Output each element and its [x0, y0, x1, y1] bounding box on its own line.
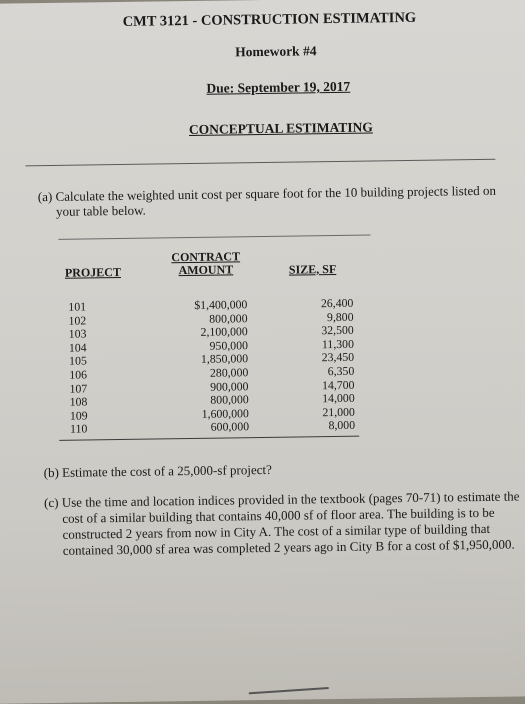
- question-b: (b) Estimate the cost of a 25,000-sf project?: [43, 461, 272, 481]
- amount-cell: 280,000: [209, 365, 249, 380]
- size-cell: 14,700: [321, 377, 355, 392]
- header-size: SIZE, SF: [288, 261, 337, 277]
- size-cell: 32,500: [321, 322, 354, 338]
- amount-column: [163, 298, 249, 435]
- header-contract-line2: AMOUNT: [178, 262, 234, 278]
- amount-cell: 800,000: [209, 310, 248, 326]
- size-cell: 26,400: [320, 295, 354, 311]
- size-cell: 9,800: [326, 309, 354, 324]
- amount-cell: 600,000: [210, 419, 250, 435]
- question-a: (a) Calculate the weighted unit cost per square foot for the 10 building projects listed on your table below.: [37, 182, 497, 219]
- project-cell: 109: [69, 408, 88, 423]
- header-project: PROJECT: [64, 264, 122, 280]
- header-contract-line1: CONTRACT: [171, 249, 241, 265]
- amount-cell: 2,100,000: [200, 324, 248, 340]
- project-cell: 102: [68, 313, 87, 328]
- amount-cell: 950,000: [209, 338, 249, 353]
- project-cell: 105: [69, 353, 87, 369]
- due-date: Due: September 19, 2017: [206, 78, 351, 96]
- size-cell: 6,350: [327, 363, 355, 379]
- section-heading: CONCEPTUAL ESTIMATING: [188, 119, 373, 138]
- project-cell: 104: [68, 340, 87, 355]
- pen-mark: [249, 687, 329, 694]
- divider-line: [25, 159, 495, 167]
- size-cell: 23,450: [321, 350, 355, 365]
- homework-number: Homework #4: [235, 43, 317, 60]
- project-cell: 103: [68, 326, 87, 341]
- amount-cell: 900,000: [210, 378, 249, 394]
- project-column: [68, 300, 88, 436]
- size-cell: 21,000: [322, 404, 355, 419]
- size-cell: 11,300: [321, 336, 355, 351]
- table-bottom-line: [59, 436, 359, 441]
- project-cell: 101: [68, 299, 87, 314]
- amount-cell: 1,850,000: [200, 351, 249, 367]
- project-cell: 110: [69, 421, 88, 437]
- question-c: (c) Use the time and location indices provided in the textbook (pages 70-71) to estimate the cost of a similar building that contains 40,000 sf of floor area. The building is to be constructed 2 years from now in City A. The cost of a similar type of building that contained 30,000 sf area was completed 2 years ago in City B for a cost of $1,950,000.: [44, 488, 520, 558]
- project-cell: 107: [69, 381, 88, 396]
- amount-cell: 1,600,000: [201, 405, 249, 421]
- header-contract-amount: [163, 250, 249, 277]
- table-top-line: [58, 235, 370, 240]
- amount-cell: 800,000: [210, 392, 249, 407]
- amount-cell: $1,400,000: [194, 297, 248, 312]
- project-cell: 106: [69, 367, 88, 382]
- project-cell: 108: [69, 394, 88, 409]
- size-cell: 14,000: [322, 390, 355, 406]
- course-title: CMT 3121 - CONSTRUCTION ESTIMATING: [122, 9, 417, 30]
- size-cell: 8,000: [328, 418, 356, 433]
- size-column: [289, 297, 355, 434]
